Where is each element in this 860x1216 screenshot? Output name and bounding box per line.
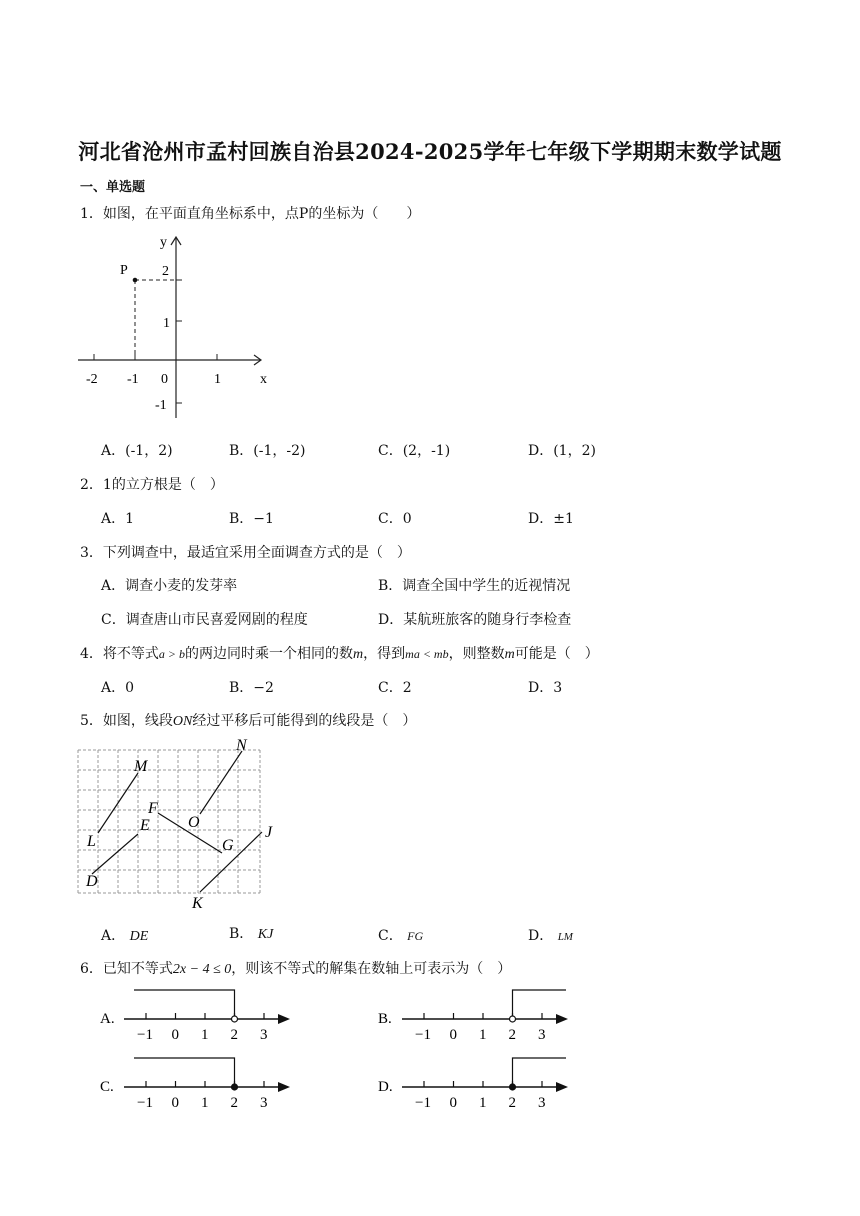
q2-option-a[interactable]: A．1 (101, 511, 135, 527)
q6-stem-part: 6．已知不等式 (80, 961, 173, 977)
q1-option-d[interactable]: D．(1，2) (528, 443, 596, 459)
question-3-stem: 3．下列调查中，最适宜采用全面调查方式的是（ ） (80, 545, 411, 561)
point-label: E (140, 817, 150, 834)
point-label: G (222, 837, 234, 854)
number-line (124, 1058, 290, 1111)
tick-label: −1 (137, 1095, 153, 1111)
tick-label: 2 (230, 1027, 238, 1043)
q6-option-a-number-line[interactable] (96, 985, 306, 1047)
tick-label: 0 (449, 1027, 457, 1043)
endpoint-dot (232, 1084, 238, 1090)
point-label: L (87, 833, 96, 850)
q6-option-d-number-line[interactable] (374, 1053, 584, 1115)
q2-option-b[interactable]: B．−1 (229, 511, 274, 527)
q1-coordinate-figure (78, 232, 278, 422)
tick-label: −1 (415, 1027, 431, 1043)
point-label: K (192, 895, 203, 912)
q4-stem-part: 的两边同时乘一个相同的数 (185, 646, 354, 662)
q3-option-d[interactable]: D．某航班旅客的随身行李检查 (378, 612, 572, 628)
tick-label: −1 (137, 1027, 153, 1043)
option-letter: C. (100, 1079, 114, 1095)
q4-stem-part: ，得到 (363, 646, 406, 662)
tick-label: −1 (415, 1095, 431, 1111)
option-letter: B. (378, 1011, 392, 1027)
number-line (124, 990, 290, 1043)
y-axis-label: y (160, 235, 167, 250)
q3-option-a[interactable]: A．调查小麦的发芽率 (101, 578, 238, 594)
q5-grid-figure (70, 736, 285, 914)
tick-label: 1 (201, 1027, 209, 1043)
option-letter: D. (378, 1079, 393, 1095)
x-axis-label: x (260, 372, 267, 387)
segment-de (92, 834, 138, 874)
point-p-label: P (120, 263, 128, 278)
solution-ray (513, 990, 567, 1019)
solution-ray (134, 1058, 235, 1087)
number-line (402, 1058, 568, 1111)
q1-option-b[interactable]: B．(-1，-2) (229, 443, 306, 459)
q4-math-m: m (353, 647, 364, 662)
solution-ray (513, 1058, 567, 1087)
y-tick-label: -1 (155, 398, 167, 413)
option-letter: A. (100, 1011, 115, 1027)
q6-option-c-number-line[interactable] (96, 1053, 306, 1115)
q5-option-a[interactable]: A． DE (101, 928, 149, 944)
solution-ray (134, 990, 235, 1019)
point-label: O (188, 814, 200, 831)
question-4-stem (80, 643, 599, 663)
tick-label: 3 (260, 1095, 268, 1111)
tick-label: 1 (479, 1027, 487, 1043)
tick-label: 1 (201, 1095, 209, 1111)
axis-arrow (556, 1014, 568, 1024)
number-line (402, 990, 568, 1043)
q4-option-b[interactable]: B．−2 (229, 680, 274, 696)
q4-math-inequality: a > b (158, 647, 186, 661)
x-tick-label: -2 (86, 372, 98, 387)
question-1-stem: 1．如图，在平面直角坐标系中，点P的坐标为（ ） (80, 206, 421, 222)
point-label: M (134, 758, 148, 775)
point-label: D (86, 873, 98, 890)
q5-option-d[interactable]: D． LM (528, 928, 573, 944)
endpoint-dot (510, 1016, 516, 1022)
axis-arrow (556, 1082, 568, 1092)
point-label: N (236, 737, 247, 754)
q3-option-c[interactable]: C．调查唐山市民喜爱网剧的程度 (101, 612, 308, 628)
q1-option-a[interactable]: A．(-1，2) (101, 443, 173, 459)
tick-label: 2 (508, 1095, 516, 1111)
q2-option-c[interactable]: C．0 (378, 511, 412, 527)
q4-math-product: ma < mb (405, 647, 449, 661)
question-2-stem: 2．1的立方根是（ ） (80, 477, 224, 493)
question-5-stem (80, 710, 416, 730)
q3-option-b[interactable]: B．调查全国中学生的近视情况 (378, 578, 571, 594)
point-label: J (265, 824, 273, 841)
q2-option-d[interactable]: D．±1 (528, 511, 574, 527)
q4-option-d[interactable]: D．3 (528, 680, 563, 696)
q6-option-b-number-line[interactable] (374, 985, 584, 1047)
tick-label: 3 (538, 1027, 546, 1043)
q4-option-c[interactable]: C．2 (378, 680, 412, 696)
question-6-stem (80, 958, 511, 978)
q5-math-on: ON (172, 714, 193, 729)
axis-arrow (278, 1082, 290, 1092)
q5-option-c[interactable]: C． FG (378, 928, 424, 944)
q6-stem-part: ，则该不等式的解集在数轴上可表示为（ ） (231, 961, 512, 977)
q5-stem-part: 经过平移后可能得到的线段是（ ） (192, 713, 417, 729)
axis-arrow (278, 1014, 290, 1024)
q4-stem-part: ，则整数 (448, 646, 505, 662)
tick-label: 0 (171, 1095, 179, 1111)
tick-label: 3 (260, 1027, 268, 1043)
page-title: 河北省沧州市孟村回族自治县2024-2025学年七年级下学期期末数学试题 (78, 139, 782, 164)
y-tick-label: 2 (162, 264, 169, 279)
q1-option-c[interactable]: C．(2，-1) (378, 443, 451, 459)
tick-label: 3 (538, 1095, 546, 1111)
tick-label: 0 (449, 1095, 457, 1111)
q5-stem-part: 5．如图，线段 (80, 713, 173, 729)
tick-label: 2 (230, 1095, 238, 1111)
point-label: F (148, 800, 158, 817)
tick-label: 1 (479, 1095, 487, 1111)
tick-label: 0 (171, 1027, 179, 1043)
endpoint-dot (232, 1016, 238, 1022)
y-tick-label: 1 (163, 316, 170, 331)
q4-math-m: m (504, 647, 515, 662)
q5-option-b[interactable]: B． KJ (229, 926, 274, 942)
endpoint-dot (510, 1084, 516, 1090)
q4-stem-part: 4．将不等式 (80, 646, 159, 662)
q4-option-a[interactable]: A．0 (101, 680, 135, 696)
segment-on (200, 751, 242, 814)
point-p (133, 278, 138, 283)
q6-math-inequality: 2x − 4 ≤ 0 (172, 962, 232, 977)
section-heading: 一、单选题 (80, 180, 146, 195)
tick-label: 2 (508, 1027, 516, 1043)
x-tick-label: 0 (161, 372, 168, 387)
x-tick-label: -1 (127, 372, 139, 387)
x-tick-label: 1 (214, 372, 221, 387)
q4-stem-part: 可能是（ ） (514, 646, 599, 662)
